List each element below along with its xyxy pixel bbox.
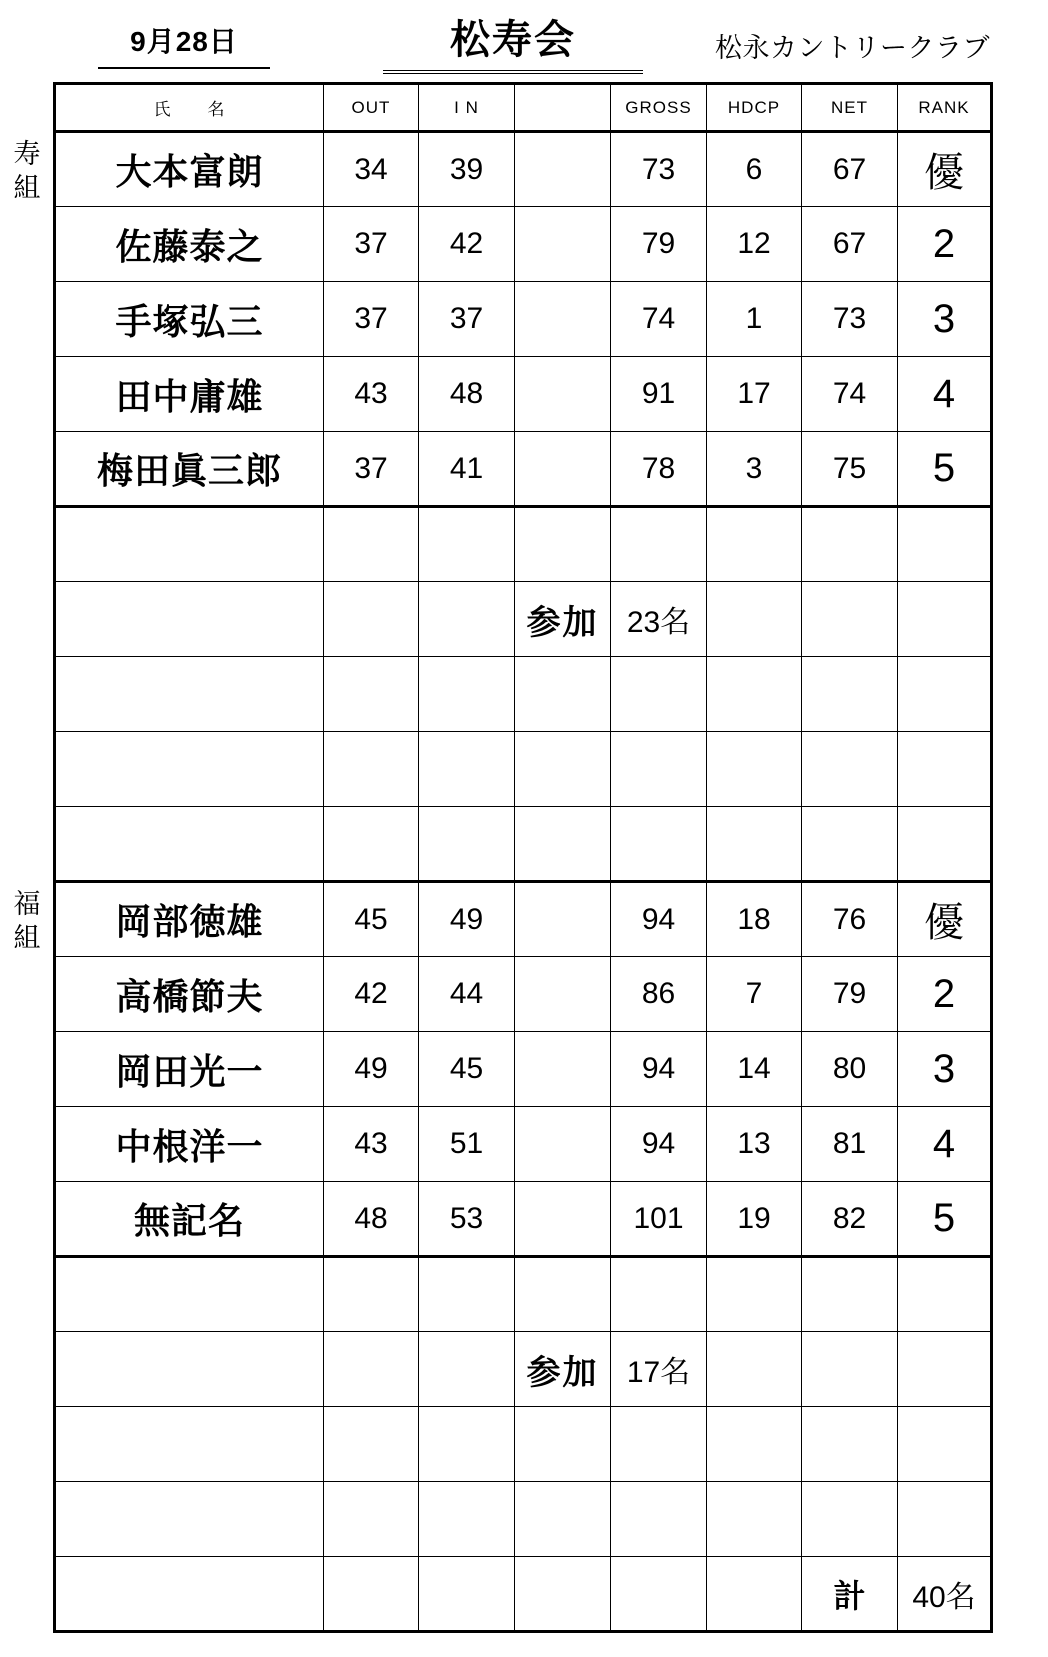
cell-hdcp: [707, 1332, 802, 1407]
cell-in: 48: [419, 357, 515, 432]
cell-net: [802, 1332, 898, 1407]
cell-out: [324, 507, 419, 582]
cell-rank: [898, 732, 992, 807]
table-row: [55, 432, 992, 507]
col-header-rank: RANK: [898, 84, 992, 132]
cell-gross: 101: [611, 1182, 707, 1257]
cell-name: 中根洋一: [55, 1107, 324, 1182]
participation-row: [55, 582, 992, 657]
cell-name: [55, 807, 324, 882]
cell-net: [802, 1257, 898, 1332]
cell-out: 37: [324, 432, 419, 507]
event-date: 9月28日: [98, 20, 270, 69]
cell-blank: [515, 1257, 611, 1332]
cell-rank: 5: [898, 1182, 992, 1257]
cell-out: [324, 1482, 419, 1557]
cell-gross: [611, 1407, 707, 1482]
cell-hdcp: 7: [707, 957, 802, 1032]
cell-in: 37: [419, 282, 515, 357]
cell-hdcp: [707, 507, 802, 582]
table-row: [55, 1257, 992, 1332]
cell-name: [55, 732, 324, 807]
cell-gross: 78: [611, 432, 707, 507]
cell-name: [55, 1482, 324, 1557]
cell-rank: 4: [898, 357, 992, 432]
cell-out: 42: [324, 957, 419, 1032]
cell-hdcp: 3: [707, 432, 802, 507]
cell-net: [802, 1482, 898, 1557]
cell-gross: [611, 732, 707, 807]
participation-label: 参加: [515, 582, 611, 657]
cell-name: 大本富朗: [55, 132, 324, 207]
cell-gross: [611, 1482, 707, 1557]
cell-net: [802, 732, 898, 807]
cell-rank: [898, 582, 992, 657]
cell-net: 82: [802, 1182, 898, 1257]
cell-rank: 優: [898, 882, 992, 957]
cell-in: 45: [419, 1032, 515, 1107]
cell-net: [802, 507, 898, 582]
cell-gross: [611, 807, 707, 882]
cell-out: 37: [324, 207, 419, 282]
cell-net: 81: [802, 1107, 898, 1182]
table-row: [55, 657, 992, 732]
cell-blank: [515, 1407, 611, 1482]
cell-name: [55, 1557, 324, 1632]
table-row: [55, 207, 992, 282]
cell-gross: 79: [611, 207, 707, 282]
cell-in: 53: [419, 1182, 515, 1257]
cell-name: 岡田光一: [55, 1032, 324, 1107]
cell-gross: 74: [611, 282, 707, 357]
cell-hdcp: 17: [707, 357, 802, 432]
cell-name: [55, 657, 324, 732]
cell-rank: [898, 807, 992, 882]
col-header-name: 氏 名: [55, 84, 324, 132]
cell-name: [55, 1257, 324, 1332]
participation-row: [55, 1332, 992, 1407]
participation-count: 17名: [611, 1332, 707, 1407]
cell-hdcp: [707, 657, 802, 732]
col-header-hdcp: HDCP: [707, 84, 802, 132]
cell-in: 41: [419, 432, 515, 507]
cell-blank: [515, 207, 611, 282]
total-row: [55, 1557, 992, 1632]
cell-name: 田中庸雄: [55, 357, 324, 432]
cell-rank: 3: [898, 1032, 992, 1107]
cell-rank: 優: [898, 132, 992, 207]
cell-hdcp: [707, 1407, 802, 1482]
cell-in: 49: [419, 882, 515, 957]
cell-blank: [515, 282, 611, 357]
cell-in: [419, 1257, 515, 1332]
cell-out: 34: [324, 132, 419, 207]
cell-rank: [898, 1257, 992, 1332]
participation-label: 参加: [515, 1332, 611, 1407]
cell-rank: [898, 1332, 992, 1407]
cell-name: [55, 1332, 324, 1407]
cell-gross: 94: [611, 1032, 707, 1107]
cell-gross: [611, 507, 707, 582]
cell-hdcp: 1: [707, 282, 802, 357]
table-row: [55, 282, 992, 357]
cell-gross: 94: [611, 882, 707, 957]
table-row: [55, 882, 992, 957]
cell-hdcp: [707, 1482, 802, 1557]
cell-in: [419, 1557, 515, 1632]
cell-net: 79: [802, 957, 898, 1032]
col-header-blank: [515, 84, 611, 132]
cell-in: [419, 582, 515, 657]
cell-net: 75: [802, 432, 898, 507]
cell-blank: [515, 1482, 611, 1557]
cell-blank: [515, 1107, 611, 1182]
cell-rank: 3: [898, 282, 992, 357]
cell-out: 45: [324, 882, 419, 957]
cell-gross: 73: [611, 132, 707, 207]
cell-out: 49: [324, 1032, 419, 1107]
cell-hdcp: [707, 582, 802, 657]
cell-name: 梅田眞三郎: [55, 432, 324, 507]
cell-name: 佐藤泰之: [55, 207, 324, 282]
table-row: [55, 1482, 992, 1557]
cell-net: 80: [802, 1032, 898, 1107]
cell-gross: [611, 1557, 707, 1632]
cell-blank: [515, 432, 611, 507]
cell-blank: [515, 357, 611, 432]
cell-in: 44: [419, 957, 515, 1032]
cell-out: [324, 807, 419, 882]
cell-net: [802, 657, 898, 732]
cell-out: [324, 582, 419, 657]
table-row: [55, 1107, 992, 1182]
cell-net: [802, 1407, 898, 1482]
cell-name: [55, 582, 324, 657]
cell-hdcp: 18: [707, 882, 802, 957]
cell-hdcp: 12: [707, 207, 802, 282]
group-label-kotobuki: 寿組: [13, 139, 41, 203]
cell-rank: 4: [898, 1107, 992, 1182]
cell-blank: [515, 507, 611, 582]
table-header-row: [55, 84, 992, 132]
cell-name: 岡部徳雄: [55, 882, 324, 957]
cell-blank: [515, 732, 611, 807]
cell-net: 67: [802, 207, 898, 282]
cell-blank: [515, 957, 611, 1032]
cell-out: [324, 1557, 419, 1632]
cell-hdcp: 6: [707, 132, 802, 207]
cell-in: 42: [419, 207, 515, 282]
table-row: [55, 507, 992, 582]
cell-rank: 5: [898, 432, 992, 507]
cell-in: [419, 732, 515, 807]
score-table: [53, 82, 993, 1633]
cell-rank: [898, 1482, 992, 1557]
table-row: [55, 807, 992, 882]
total-count: 40名: [898, 1557, 992, 1632]
table-row: [55, 1182, 992, 1257]
club-name: 松永カントリークラブ: [715, 33, 990, 63]
cell-in: [419, 1482, 515, 1557]
cell-gross: [611, 1257, 707, 1332]
cell-in: 39: [419, 132, 515, 207]
cell-name: 高橋節夫: [55, 957, 324, 1032]
table-row: [55, 132, 992, 207]
cell-out: [324, 1407, 419, 1482]
cell-gross: 91: [611, 357, 707, 432]
cell-out: [324, 1257, 419, 1332]
cell-blank: [515, 132, 611, 207]
cell-in: 51: [419, 1107, 515, 1182]
cell-net: 76: [802, 882, 898, 957]
cell-net: [802, 582, 898, 657]
cell-name: [55, 1407, 324, 1482]
cell-out: 43: [324, 357, 419, 432]
cell-gross: 94: [611, 1107, 707, 1182]
cell-in: [419, 1332, 515, 1407]
cell-out: [324, 732, 419, 807]
table-row: [55, 357, 992, 432]
table-row: [55, 732, 992, 807]
cell-blank: [515, 807, 611, 882]
cell-blank: [515, 1032, 611, 1107]
cell-rank: [898, 507, 992, 582]
cell-rank: [898, 657, 992, 732]
cell-in: [419, 807, 515, 882]
cell-out: [324, 657, 419, 732]
table-row: [55, 1032, 992, 1107]
col-header-in: I N: [419, 84, 515, 132]
cell-blank: [515, 657, 611, 732]
cell-name: 手塚弘三: [55, 282, 324, 357]
group-label-fuku: 福組: [13, 889, 41, 953]
cell-in: [419, 657, 515, 732]
col-header-net: NET: [802, 84, 898, 132]
cell-net: [802, 807, 898, 882]
cell-hdcp: 19: [707, 1182, 802, 1257]
cell-hdcp: [707, 807, 802, 882]
total-label: 計: [802, 1557, 898, 1632]
cell-hdcp: 13: [707, 1107, 802, 1182]
cell-hdcp: [707, 732, 802, 807]
cell-in: [419, 507, 515, 582]
page-title: 松寿会: [383, 8, 643, 74]
table-row: [55, 1407, 992, 1482]
cell-blank: [515, 882, 611, 957]
cell-rank: 2: [898, 207, 992, 282]
cell-out: [324, 1332, 419, 1407]
cell-blank: [515, 1557, 611, 1632]
cell-name: [55, 507, 324, 582]
cell-name: 無記名: [55, 1182, 324, 1257]
cell-in: [419, 1407, 515, 1482]
table-row: [55, 957, 992, 1032]
cell-out: 37: [324, 282, 419, 357]
cell-rank: 2: [898, 957, 992, 1032]
cell-net: 73: [802, 282, 898, 357]
cell-hdcp: 14: [707, 1032, 802, 1107]
participation-count: 23名: [611, 582, 707, 657]
cell-rank: [898, 1407, 992, 1482]
cell-out: 43: [324, 1107, 419, 1182]
cell-out: 48: [324, 1182, 419, 1257]
col-header-gross: GROSS: [611, 84, 707, 132]
cell-net: 67: [802, 132, 898, 207]
cell-hdcp: [707, 1557, 802, 1632]
cell-blank: [515, 1182, 611, 1257]
cell-hdcp: [707, 1257, 802, 1332]
cell-net: 74: [802, 357, 898, 432]
col-header-out: OUT: [324, 84, 419, 132]
cell-gross: [611, 657, 707, 732]
cell-gross: 86: [611, 957, 707, 1032]
